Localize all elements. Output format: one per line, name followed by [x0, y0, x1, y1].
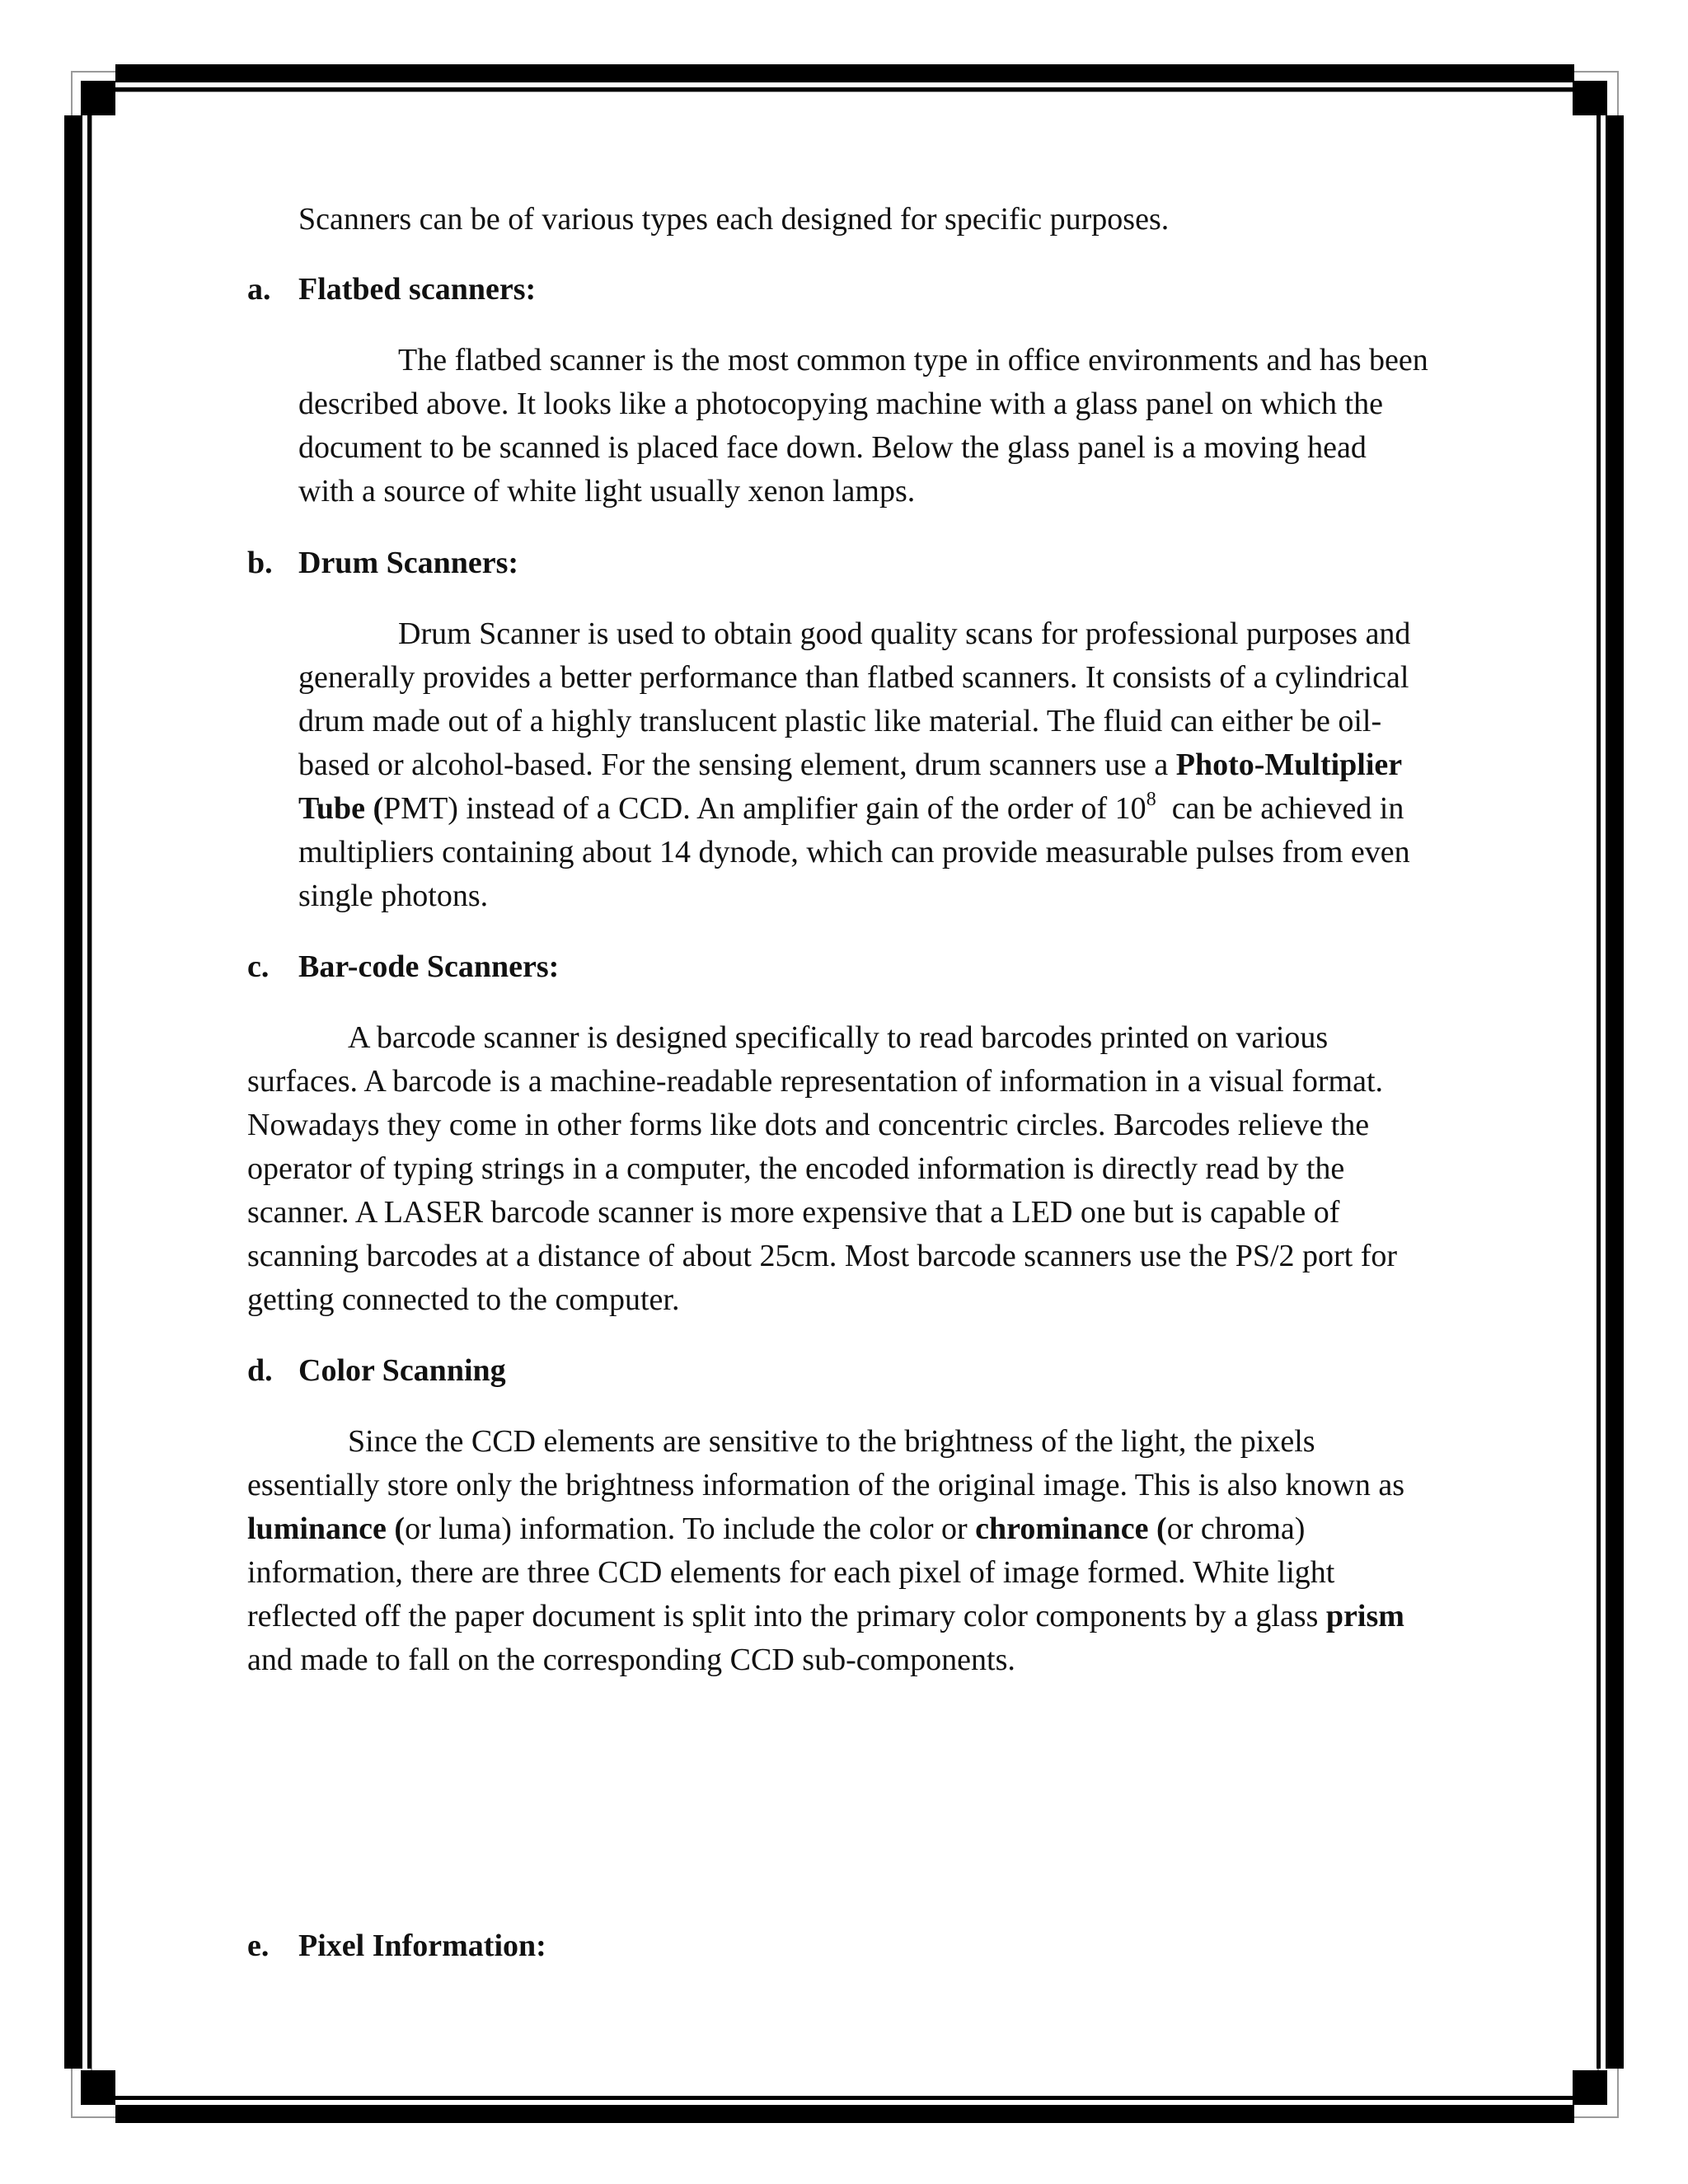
section-c-line-3: Nowadays they come in other forms like dots and concentric circles. Barcodes relieve the — [247, 1108, 1370, 1142]
section-a-title: Flatbed scanners: — [298, 272, 537, 307]
section-d-letter: d. — [247, 1353, 273, 1388]
section-d-line-3-text: or luma) information. To include the color or — [405, 1511, 976, 1546]
section-e-heading — [247, 1927, 546, 1965]
section-d-term-luminance: luminance ( — [247, 1511, 406, 1546]
section-b-line-2: generally provides a better performance than flatbed scanners. It consists of a cylindrical — [298, 660, 1409, 695]
section-b-heading — [247, 544, 518, 582]
section-c-line-4: operator of typing strings in a computer, the encoded information is directly read by the — [247, 1151, 1345, 1186]
section-c-line-5: scanner. A LASER barcode scanner is more expensive that a LED one but is capable of — [247, 1195, 1340, 1230]
section-b-line-5 — [298, 790, 1404, 827]
section-c-heading — [247, 948, 559, 986]
section-c-title: Bar-code Scanners: — [298, 949, 560, 984]
section-d-line-5 — [247, 1597, 1404, 1635]
section-a-line-2: described above. It looks like a photocopying machine with a glass panel on which the — [298, 387, 1383, 421]
section-e-title: Pixel Information: — [298, 1929, 546, 1963]
section-d-line-4: information, there are three CCD elements for each pixel of image formed. White light — [247, 1555, 1335, 1590]
section-b-line-6: multipliers containing about 14 dynode, which can provide measurable pulses from even — [298, 835, 1410, 869]
section-b-line-5-tail: can be achieved in — [1156, 791, 1404, 826]
section-d-term-chrominance: chrominance ( — [975, 1511, 1167, 1546]
section-a-line-1: The flatbed scanner is the most common type in office environments and has been — [398, 343, 1428, 377]
section-b-line-3: drum made out of a highly translucent plastic like material. The fluid can either be oil- — [298, 704, 1382, 738]
section-a-letter: a. — [247, 272, 271, 307]
section-d-term-prism: prism — [1325, 1599, 1404, 1633]
section-d-line-3-tail: or chroma) — [1166, 1511, 1306, 1546]
section-b-line-5-text: PMT) instead of a CCD. An amplifier gain of the order of 10 — [383, 791, 1146, 826]
section-b-exponent: 8 — [1146, 789, 1156, 810]
section-d-line-6: and made to fall on the corresponding CCD sub-components. — [247, 1643, 1015, 1677]
section-d-line-2: essentially store only the brightness information of the original image. This is also known as — [247, 1468, 1405, 1502]
section-a-line-4: with a source of white light usually xenon lamps. — [298, 474, 916, 509]
section-a-heading — [247, 270, 536, 308]
section-d-line-3 — [247, 1510, 1305, 1548]
section-c-line-7: getting connected to the computer. — [247, 1282, 680, 1317]
intro-paragraph: Scanners can be of various types each designed for specific purposes. — [298, 202, 1170, 237]
section-b-term-pmt: Photo-Multiplier — [1175, 748, 1403, 782]
section-b-term-tube: Tube ( — [298, 791, 384, 826]
section-c-line-6: scanning barcodes at a distance of about 25cm. Most barcode scanners use the PS/2 port for — [247, 1239, 1398, 1273]
section-a-line-3: document to be scanned is placed face down. Below the glass panel is a moving head — [298, 430, 1367, 465]
section-b-title: Drum Scanners: — [298, 546, 519, 580]
section-d-heading — [247, 1352, 506, 1390]
section-c-letter: c. — [247, 949, 270, 984]
section-d-title: Color Scanning — [298, 1353, 506, 1388]
section-c-line-1: A barcode scanner is designed specifically to read barcodes printed on various — [348, 1020, 1329, 1055]
section-d-line-1: Since the CCD elements are sensitive to the brightness of the light, the pixels — [348, 1424, 1315, 1459]
section-b-line-4 — [298, 746, 1402, 784]
section-d-line-5-text: reflected off the paper document is split into the primary color components by a glass — [247, 1599, 1326, 1633]
section-b-line-7: single photons. — [298, 879, 489, 913]
section-b-line-4-text: based or alcohol-based. For the sensing element, drum scanners use a — [298, 748, 1176, 782]
section-b-letter: b. — [247, 546, 273, 580]
section-e-letter: e. — [247, 1929, 270, 1963]
section-c-line-2: surfaces. A barcode is a machine-readable representation of information in a visual format. — [247, 1064, 1384, 1099]
section-b-line-1: Drum Scanner is used to obtain good quality scans for professional purposes and — [398, 616, 1411, 651]
